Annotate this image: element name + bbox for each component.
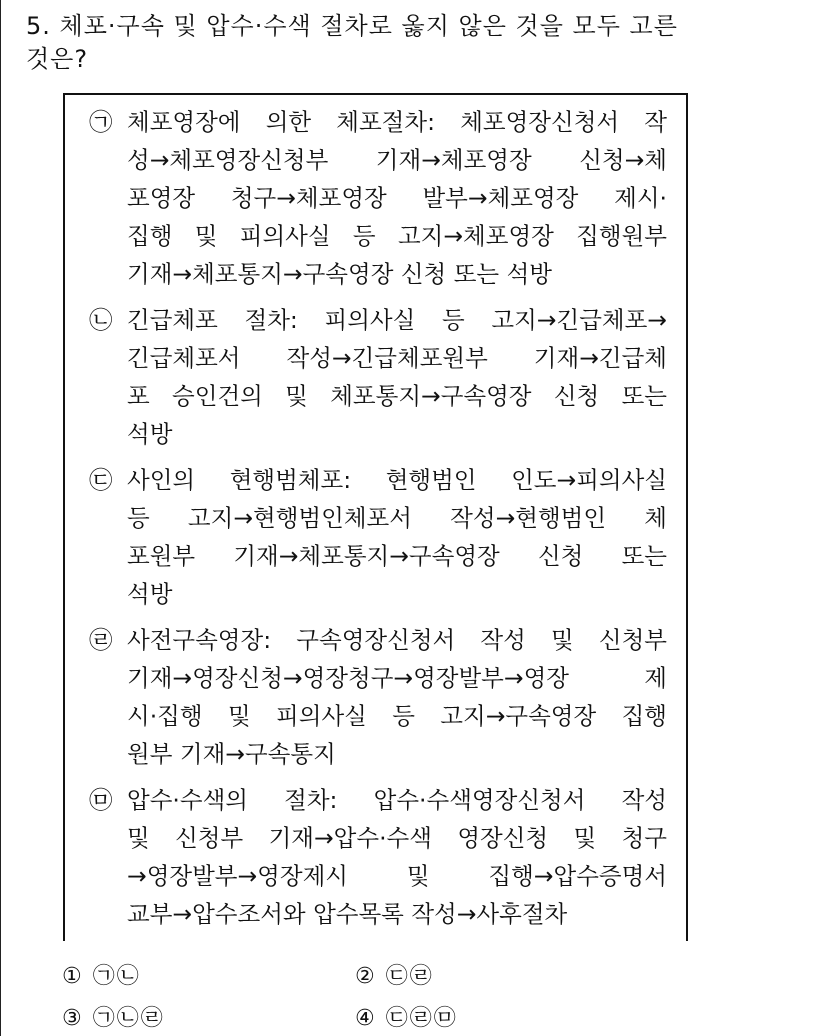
item-line: 성→체포영장신청부 기재→체포영장 신청→체	[127, 146, 667, 174]
item-text	[127, 301, 667, 453]
item-line: 등 고지→현행범인체포서 작성→현행범인 체	[127, 504, 667, 532]
answer-choice-2[interactable]	[355, 962, 434, 992]
answer-choice-3[interactable]	[62, 1004, 165, 1034]
item-line: 및 신청부 기재→압수·수색 영장신청 및 청구	[127, 824, 667, 852]
item-line: 석방	[127, 580, 173, 608]
item-text	[127, 621, 667, 773]
item-marker: ㉢	[89, 466, 113, 494]
choice-number: ③	[62, 1006, 84, 1031]
item-line: 긴급체포서 작성→긴급체포원부 기재→긴급체	[127, 344, 667, 372]
choice-answer: ㉢㉣	[385, 964, 434, 989]
item-marker: ㉣	[89, 626, 113, 654]
question-number: 5.	[26, 12, 51, 40]
item-line: 포영장 청구→체포영장 발부→체포영장 제시·	[127, 184, 667, 212]
item-line: →영장발부→영장제시 및 집행→압수증명서	[127, 862, 667, 890]
item-line: 교부→압수조서와 압수목록 작성→사후절차	[127, 900, 568, 928]
choice-number: ①	[62, 964, 84, 989]
item-line: 기재→체포통지→구속영장 신청 또는 석방	[127, 260, 553, 288]
item-text	[127, 103, 667, 293]
statement-box	[63, 93, 688, 941]
item-line: 사전구속영장: 구속영장신청서 작성 및 신청부	[127, 626, 667, 654]
choice-number: ②	[355, 964, 377, 989]
item-line: 집행 및 피의사실 등 고지→체포영장 집행원부	[127, 222, 667, 250]
item-text	[127, 461, 667, 613]
item-line: 원부 기재→구속통지	[127, 740, 336, 768]
item-line: 체포영장에 의한 체포절차: 체포영장신청서 작	[127, 108, 667, 136]
choice-answer: ㉠㉡㉣	[92, 1006, 165, 1031]
item-line: 긴급체포 절차: 피의사실 등 고지→긴급체포→	[127, 306, 667, 334]
item-marker: ㉤	[89, 786, 113, 814]
question-text: 체포·구속 및 압수·수색 절차로 옳지 않은 것을 모두 고른 것은?	[26, 12, 678, 73]
item-line: 사인의 현행범체포: 현행범인 인도→피의사실	[127, 466, 667, 494]
choice-answer: ㉢㉣㉤	[385, 1006, 458, 1031]
item-text	[127, 781, 667, 933]
item-line: 시·집행 및 피의사실 등 고지→구속영장 집행	[127, 702, 667, 730]
choice-number: ④	[355, 1006, 377, 1031]
item-line: 압수·수색의 절차: 압수·수색영장신청서 작성	[127, 786, 667, 814]
answer-choice-1[interactable]	[62, 962, 141, 992]
choice-answer: ㉠㉡	[92, 964, 141, 989]
item-marker: ㉡	[89, 306, 113, 334]
item-line: 석방	[127, 420, 173, 448]
item-marker: ㉠	[89, 108, 113, 136]
answer-choice-4[interactable]	[355, 1004, 458, 1034]
item-line: 포원부 기재→체포통지→구속영장 신청 또는	[127, 542, 667, 570]
item-line: 포 승인건의 및 체포통지→구속영장 신청 또는	[127, 382, 667, 410]
left-margin-rule	[0, 0, 1, 968]
left-margin-rule-lower	[0, 950, 1, 1036]
item-line: 기재→영장신청→영장청구→영장발부→영장 제	[127, 664, 667, 692]
question-stem	[26, 10, 796, 76]
